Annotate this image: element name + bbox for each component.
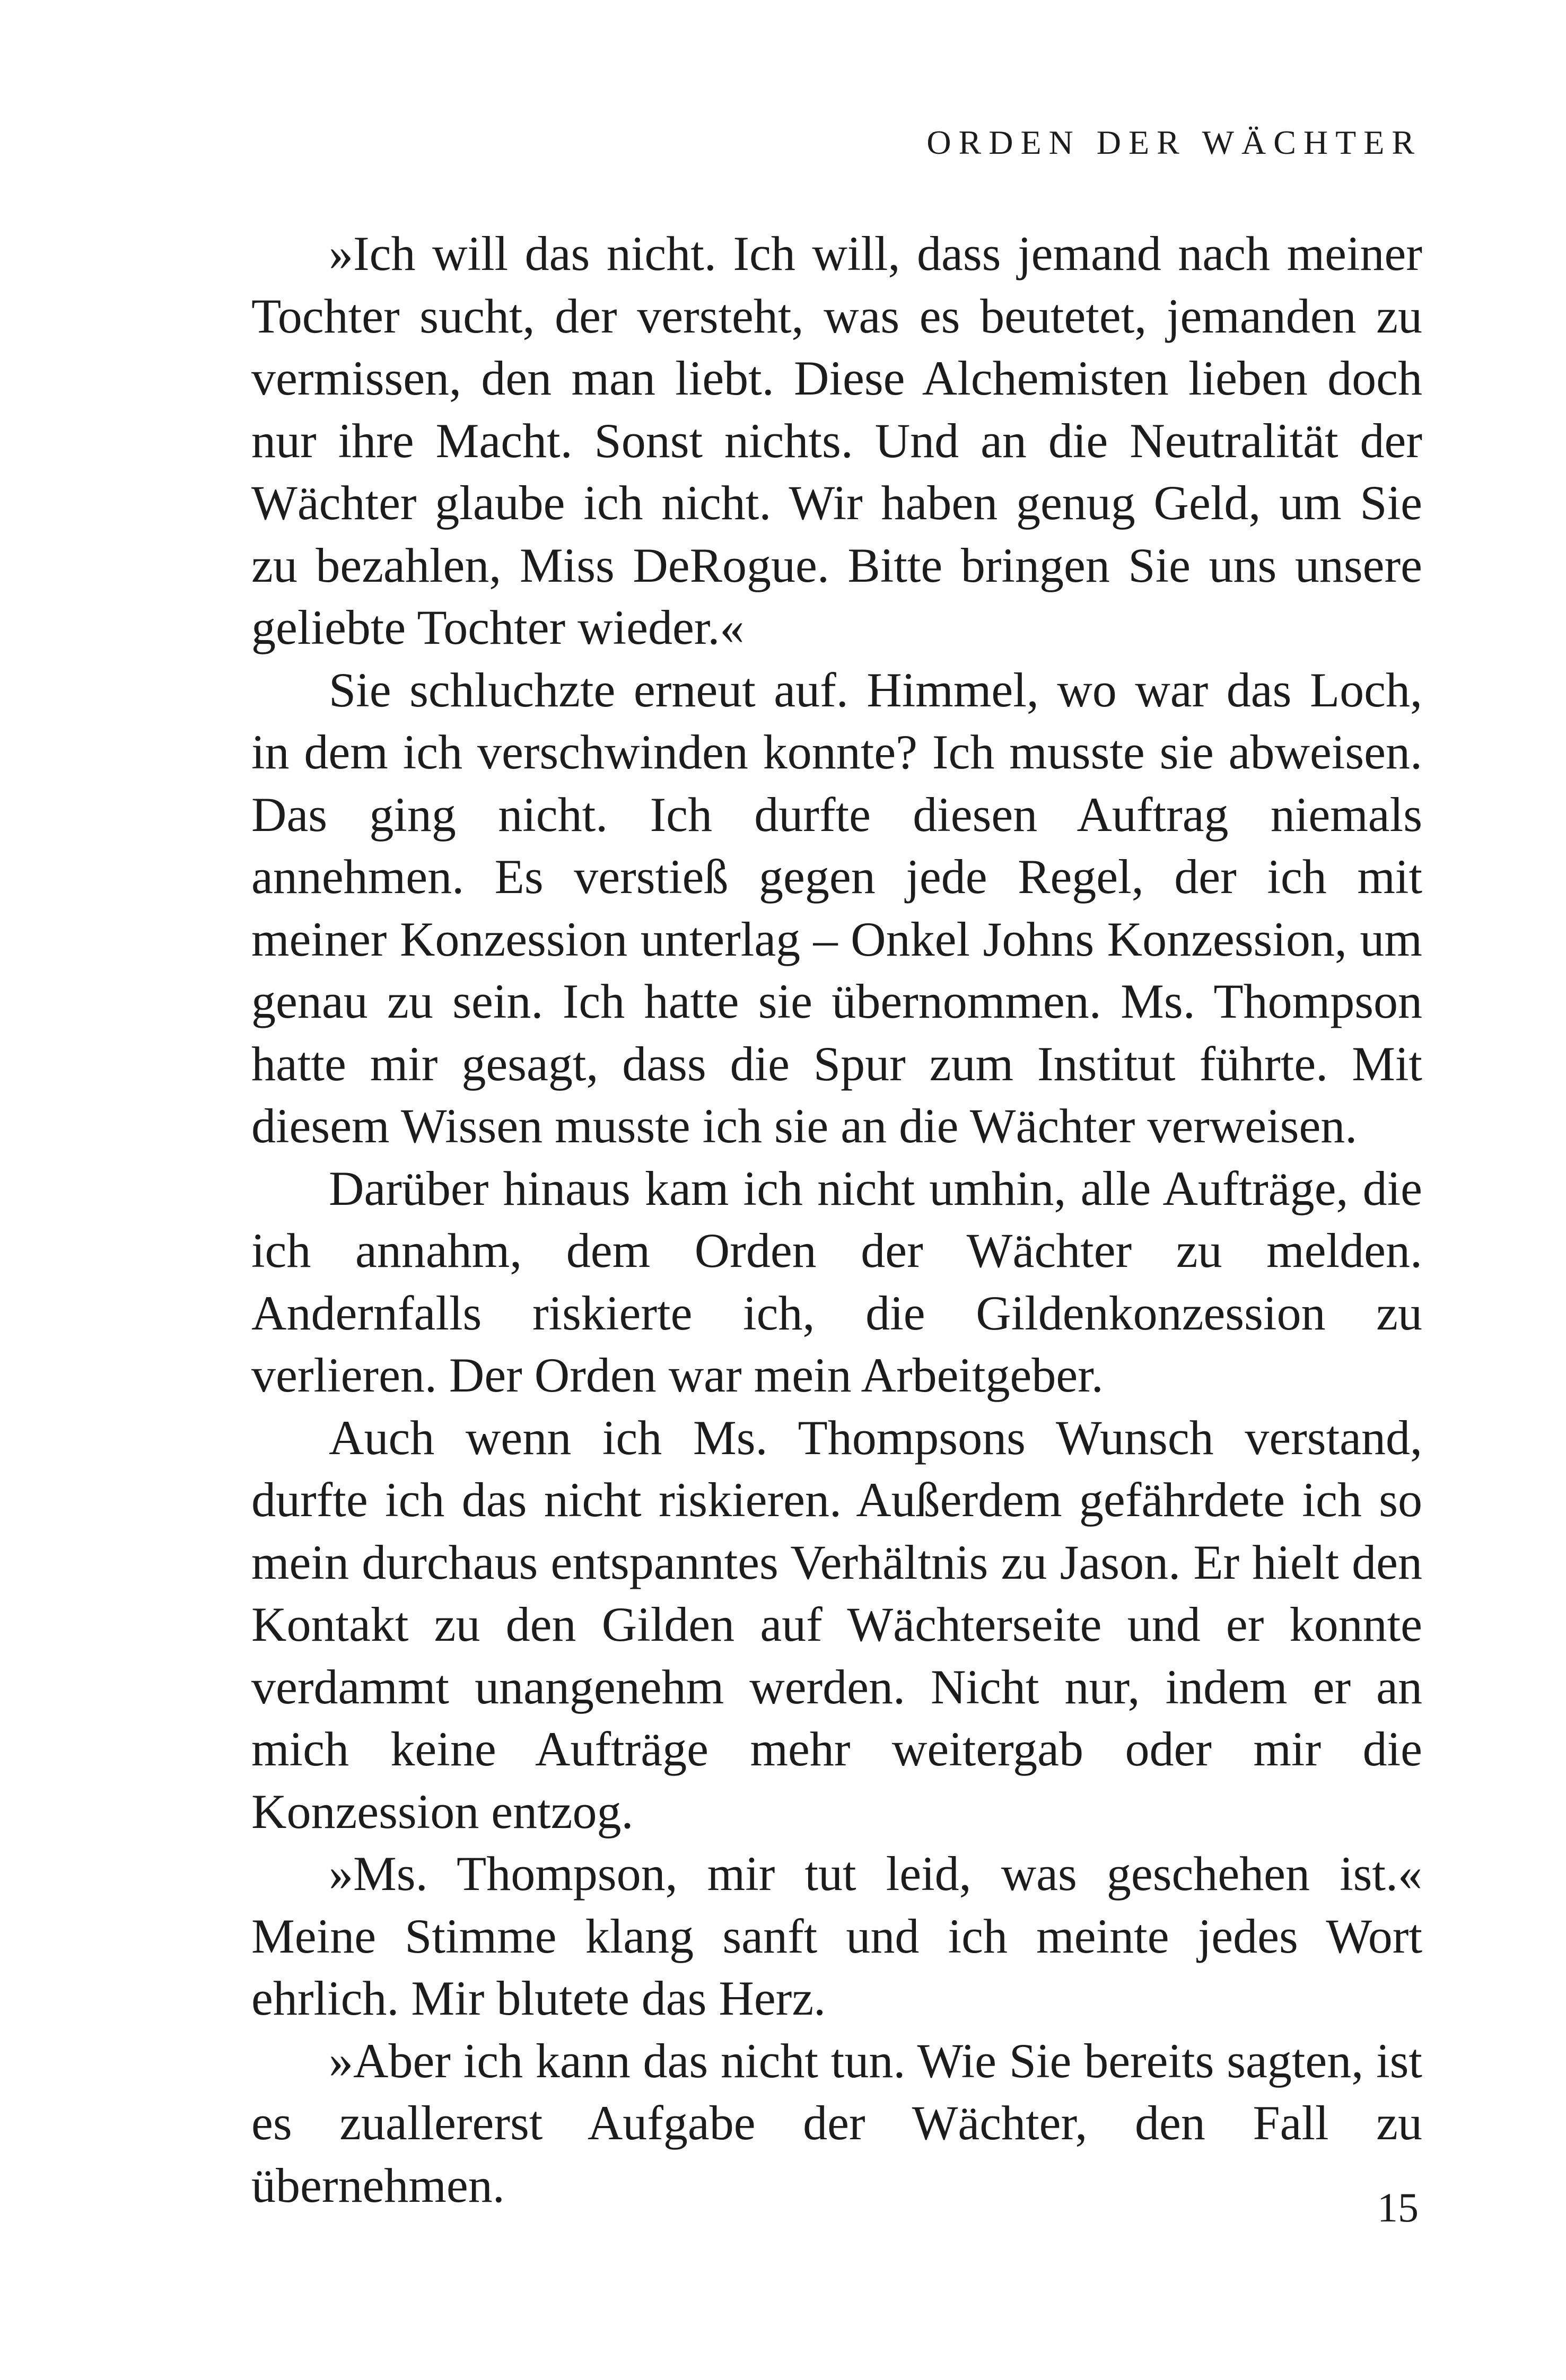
running-head: ORDEN DER WÄCHTER <box>926 124 1422 161</box>
page-number: 15 <box>1377 2184 1419 2230</box>
paragraph: »Ms. Thompson, mir tut leid, was geschehen ist.« Meine Stimme klang sanft und ich meinte jedes Wort ehrlich. Mir blutete das Herz. <box>251 1847 1422 2025</box>
paragraph: Darüber hinaus kam ich nicht umhin, alle Aufträge, die ich annahm, dem Orden der Wächter zu melden. Andernfalls riskierte ich, die Gildenkonzession zu verlieren. Der Orden war mein Arbeitgeber. <box>251 1161 1422 1402</box>
paragraph: Sie schluchzte erneut auf. Himmel, wo war das Loch, in dem ich verschwinden konnte? Ich musste sie abweisen. Das ging nicht. Ich durfte diesen Auftrag niemals annehmen. Es verstieß gegen jede Regel, der ich mit meiner Konzession unterlag – Onkel Johns Konzession, um genau zu sein. Ich hatte sie übernommen. Ms. Thompson hatte mir gesagt, dass die Spur zum Institut führte. Mit diesem Wissen musste ich sie an die Wächter verweisen. <box>251 662 1422 1153</box>
paragraph: Auch wenn ich Ms. Thompsons Wunsch verstand, durfte ich das nicht riskieren. Außerdem gefährdete ich so mein durchaus entspanntes Verhältnis zu Jason. Er hielt den Kontakt zu den Gilden auf Wächterseite und er konnte verdammt unangenehm werden. Nicht nur, indem er an mich keine Aufträge mehr weitergab oder mir die Konzession entzog. <box>251 1410 1422 1839</box>
paragraph: »Aber ich kann das nicht tun. Wie Sie bereits sagten, ist es zuallererst Aufgabe der Wächter, den Fall zu übernehmen. <box>251 2033 1422 2212</box>
body-text <box>251 223 1422 2217</box>
paragraph: »Ich will das nicht. Ich will, dass jemand nach meiner Tochter sucht, der versteht, was es beutetet, jemanden zu vermissen, den man liebt. Diese Alchemisten lieben doch nur ihre Macht. Sonst nichts. Und an die Neutralität der Wächter glaube ich nicht. Wir haben genug Geld, um Sie zu bezahlen, Miss DeRogue. Bitte bringen Sie uns unsere geliebte Tochter wieder.« <box>251 226 1422 654</box>
